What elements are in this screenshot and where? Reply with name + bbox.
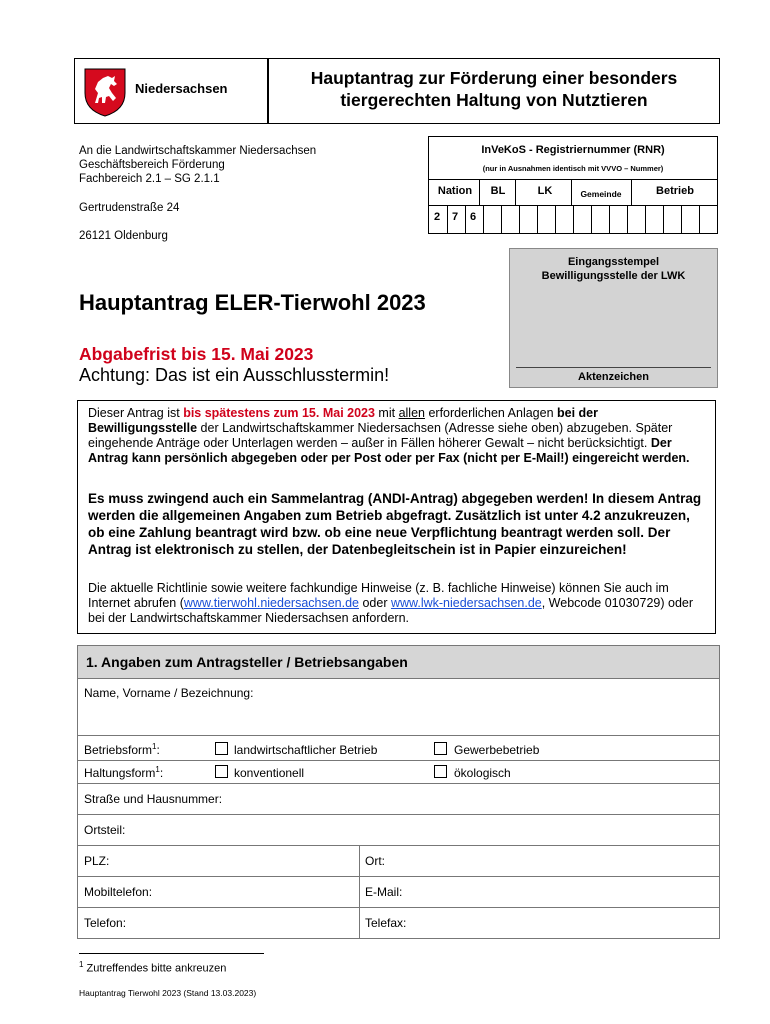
betriebsform-label-text: Betriebsform (84, 743, 153, 757)
notice-paragraph-2: Es muss zwingend auch ein Sammelantrag (ANDI-Antrag) abgegeben werden! In diesem Antrag werden die allgemeinen Angaben zum Betrieb abgefragt. Zusätzlich ist unter 4.2 anzukreuzen, ob eine Zahlung beantragt wird bzw. ob eine neue Verpflichtung beantragt werden soll. Der Antrag ist elektronisch zu stellen, der Datenbegleitschein ist in Papier einzureichen! (88, 491, 702, 557)
entry-stamp-box (509, 248, 718, 388)
label-colon: : (159, 766, 164, 780)
rnr-digit-cell-divider (681, 205, 682, 233)
title-line-2: tiergerechten Haltung von Nutztieren (340, 90, 648, 110)
telefax-field[interactable] (413, 909, 718, 937)
rnr-digit-cell-divider (699, 205, 700, 233)
rnr-digit-cell-divider (609, 205, 610, 233)
section-header (78, 646, 719, 679)
address-line-3: Fachbereich 2.1 – SG 2.1.1 (79, 173, 220, 185)
rnr-digit: 6 (469, 211, 477, 223)
rnr-title: InVeKoS - Registriernummer (RNR) (481, 144, 665, 156)
state-name: Niedersachsen (135, 81, 228, 96)
main-title: Hauptantrag ELER-Tierwohl 2023 (79, 290, 426, 315)
row-divider (78, 845, 719, 846)
stamp-label (510, 255, 717, 283)
rnr-digit-cell-divider (465, 205, 466, 233)
rnr-col-divider (631, 179, 632, 205)
rnr-table (428, 136, 718, 234)
footnote-mark: 1 (79, 960, 84, 969)
rnr-digit: 7 (451, 211, 459, 223)
notice-paragraph-1 (88, 406, 708, 466)
address-line-1: An die Landwirtschaftskammer Niedersachsen (79, 145, 317, 157)
rnr-col-divider (571, 179, 572, 205)
stamp-label-line-1: Eingangsstempel (567, 256, 660, 268)
notice-text: erforderlichen Anlagen (424, 406, 558, 420)
rnr-digit-cell-divider (447, 205, 448, 233)
mobiltelefon-field[interactable] (168, 878, 358, 906)
notice-text: oder (359, 596, 391, 610)
option-konventionell: konventionell (234, 766, 305, 780)
address-street: Gertrudenstraße 24 (79, 202, 180, 214)
rnr-digit-cell-divider (663, 205, 664, 233)
page-footer: Hauptantrag Tierwohl 2023 (Stand 13.03.2023) (79, 988, 257, 998)
stamp-label-line-2: Bewilligungsstelle der LWK (541, 270, 686, 282)
ort-label: Ort: (365, 854, 385, 868)
footnote-rule (79, 953, 264, 954)
rnr-col-bl: BL (490, 185, 506, 197)
applicant-section (77, 645, 720, 939)
rnr-subtitle: (nur in Ausnahmen identisch mit VVVO – Nummer) (482, 164, 664, 173)
niedersachsen-horse-logo (81, 67, 129, 117)
plz-field[interactable] (118, 847, 358, 875)
aktenzeichen-line (516, 367, 711, 368)
checkbox-konventionell[interactable] (215, 765, 228, 778)
strasse-field[interactable] (238, 785, 718, 813)
ortsteil-label: Ortsteil: (84, 823, 126, 837)
rnr-digit-cell-divider (519, 205, 520, 233)
section-title: 1. Angaben zum Antragsteller / Betriebsangaben (86, 654, 408, 670)
rnr-digit-cell-divider (645, 205, 646, 233)
checkbox-gewerbebetrieb[interactable] (434, 742, 447, 755)
tierwohl-link[interactable]: www.tierwohl.niedersachsen.de (183, 596, 359, 610)
rnr-digit-cell-divider (591, 205, 592, 233)
rnr-digit-cell-divider (537, 205, 538, 233)
notice-text: Die aktuelle Richtlinie sowie weitere fachkundige Hinweise (z. B. fachliche Hinweise) können Sie auch im Internet abrufen ( (88, 581, 669, 610)
strasse-label: Straße und Hausnummer: (84, 792, 223, 806)
notice-bold-text: bei der Bewilligungsstelle (88, 406, 599, 435)
footnote-ref: 1 (152, 742, 157, 751)
rnr-col-gemeinde: Gemeinde (580, 189, 622, 199)
title-line-1: Hauptantrag zur Förderung einer besonders (310, 68, 678, 88)
notice-underlined-word: allen (398, 406, 425, 420)
telefon-label: Telefon: (84, 916, 127, 930)
document-title (269, 67, 719, 111)
rnr-digit-cell-divider (573, 205, 574, 233)
notice-text: Dieser Antrag ist (88, 406, 184, 420)
recipient-address (79, 144, 316, 186)
name-field[interactable] (78, 702, 719, 734)
column-divider (359, 845, 360, 938)
rnr-digit-cell-divider (555, 205, 556, 233)
betriebsform-label (84, 742, 160, 757)
deadline-heading: Abgabefrist bis 15. Mai 2023 (79, 344, 314, 364)
row-divider (78, 783, 719, 784)
row-divider (78, 735, 719, 736)
row-divider (78, 814, 719, 815)
row-divider (78, 876, 719, 877)
ortsteil-field[interactable] (138, 816, 718, 844)
address-line-2: Geschäftsbereich Förderung (79, 159, 225, 171)
exclusion-warning: Achtung: Das ist ein Ausschlusstermin! (79, 365, 390, 385)
rnr-row-divider (429, 179, 717, 180)
rnr-digit-cell-divider (627, 205, 628, 233)
notice-text: der Landwirtschaftskammer Niedersachsen (Adresse siehe oben) abzugeben. Später eingehende Anträge oder Unterlagen werden – außer in Fällen höherer Gewalt – nicht berücksichtigt. (88, 421, 673, 450)
option-gewerbebetrieb: Gewerbebetrieb (454, 743, 540, 757)
mobiltelefon-label: Mobiltelefon: (84, 885, 153, 899)
haltungsform-label-text: Haltungsform (84, 766, 156, 780)
footnote (79, 960, 226, 975)
notice-bold-text: Der Antrag kann persönlich abgegeben oder per Post oder per Fax (nicht per E-Mail!) eingereicht werden. (88, 436, 690, 465)
rnr-digit-cell-divider (483, 205, 484, 233)
notice-box (77, 400, 716, 634)
notice-text: , Webcode 01030729) oder bei der Landwirtschaftskammer Niedersachsen anfordern. (88, 596, 694, 625)
rnr-col-divider (515, 179, 516, 205)
ort-field[interactable] (393, 847, 718, 875)
rnr-digit-cell-divider (501, 205, 502, 233)
telefax-label: Telefax: (365, 916, 407, 930)
notice-text: mit (374, 406, 399, 420)
row-divider (78, 907, 719, 908)
email-label: E-Mail: (365, 885, 403, 899)
footnote-text: Zutreffendes bitte ankreuzen (83, 962, 227, 975)
document-header (74, 58, 720, 124)
plz-label: PLZ: (84, 854, 110, 868)
rnr-col-nation: Nation (437, 185, 473, 197)
notice-deadline-emphasis: bis spätestens zum 15. Mai 2023 (183, 406, 375, 420)
rnr-digit: 2 (433, 211, 441, 223)
checkbox-landwirtschaftlicher-betrieb[interactable] (215, 742, 228, 755)
footnote-ref: 1 (155, 765, 160, 774)
label-colon: : (156, 743, 160, 757)
row-divider (78, 760, 719, 761)
option-oekologisch: ökologisch (454, 766, 511, 780)
aktenzeichen-label: Aktenzeichen (578, 371, 649, 383)
telefon-field[interactable] (138, 909, 358, 937)
checkbox-oekologisch[interactable] (434, 765, 447, 778)
email-field[interactable] (413, 878, 718, 906)
name-label: Name, Vorname / Bezeichnung: (84, 686, 254, 700)
rnr-col-lk: LK (537, 185, 553, 197)
haltungsform-label (84, 765, 163, 780)
option-landwirtschaftlicher-betrieb: landwirtschaftlicher Betrieb (234, 743, 378, 757)
rnr-col-betrieb: Betrieb (656, 185, 694, 197)
rnr-col-divider (479, 179, 480, 205)
address-city: 26121 Oldenburg (79, 230, 168, 242)
notice-paragraph-3 (88, 581, 708, 626)
lwk-link[interactable]: www.lwk-niedersachsen.de (390, 596, 542, 610)
